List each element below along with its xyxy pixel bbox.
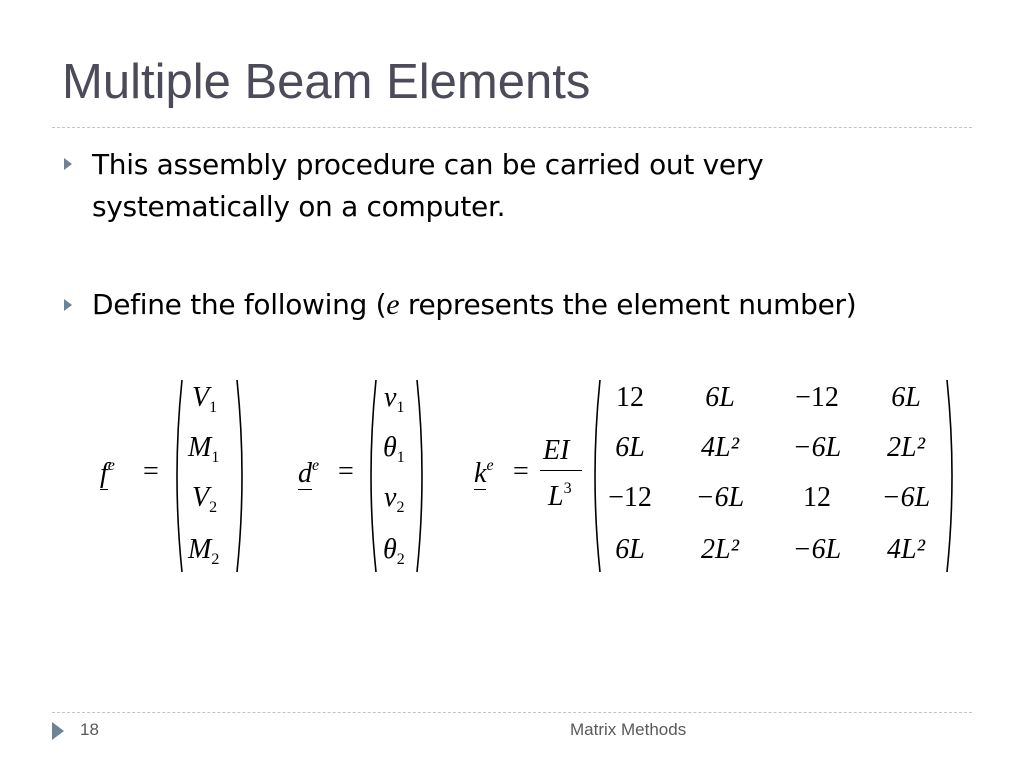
footer-arrow-icon [52,722,64,740]
bullet-2 [92,284,856,326]
k-fraction-bar [540,470,582,471]
f-entry-4: $M_2$ [188,534,220,568]
matrix-cell: 12 [803,482,831,513]
k-lhs [474,458,494,488]
d-entry-2: $\theta_1$ [383,432,405,466]
matrix-cell: 6L [891,382,921,413]
d-lhs [298,458,319,488]
matrix-cell: −12 [608,482,652,513]
d-entry-4: $\theta_2$ [383,534,405,568]
k-equals: = [513,456,529,487]
matrix-cell: 6L [705,382,735,413]
d-superscript: e [312,457,320,474]
bullet-2-after: represents the element number) [399,288,857,321]
d-entry-3: $v_2$ [384,482,405,516]
f-symbol: f [100,458,108,489]
f-right-paren [235,378,249,574]
title-separator [52,127,972,128]
footer-separator [52,712,972,713]
d-right-paren [415,378,429,574]
bullet-2-symbol: e [386,288,400,321]
matrix-cell: 2L² [701,534,739,565]
f-entry-2: $M_1$ [188,432,220,466]
bullet-arrow-icon [64,158,72,170]
matrix-cell: −6L [792,534,842,565]
k-symbol: k [474,458,487,489]
f-left-paren [170,378,184,574]
matrix-cell: 2L² [887,432,925,463]
matrix-cell: −12 [795,382,839,413]
matrix-cell: −6L [881,482,931,513]
matrix-cell: 4L² [887,534,925,565]
k-superscript: e [486,457,494,474]
slide-title: Multiple Beam Elements [62,55,591,109]
d-symbol: d [298,458,312,489]
bullet-2-before: Define the following ( [92,288,387,321]
matrix-cell: 6L [615,432,645,463]
matrix-cell: −6L [792,432,842,463]
matrix-cell: 4L² [701,432,739,463]
k-denominator: $L^3$ [548,480,572,512]
matrix-cell: 12 [616,382,644,413]
k-right-paren [945,378,959,574]
k-numerator: EI [543,435,570,466]
d-left-paren [364,378,378,574]
bullet-1-line-1: This assembly procedure can be carried out very [92,148,764,181]
matrix-cell: −6L [695,482,745,513]
bullet-1-line-2: systematically on a computer. [92,190,506,223]
f-entry-3: $V_2$ [192,482,218,516]
d-equals: = [338,456,354,487]
footer-label: Matrix Methods [570,720,687,739]
bullet-1 [92,144,763,228]
f-entry-1: $V_1$ [192,382,218,416]
f-equals: = [143,456,159,487]
d-entry-1: $v_1$ [384,382,405,416]
bullet-arrow-icon [64,299,72,311]
f-superscript: e [107,457,115,474]
page-number: 18 [80,720,99,739]
matrix-cell: 6L [615,534,645,565]
f-lhs [100,458,115,488]
